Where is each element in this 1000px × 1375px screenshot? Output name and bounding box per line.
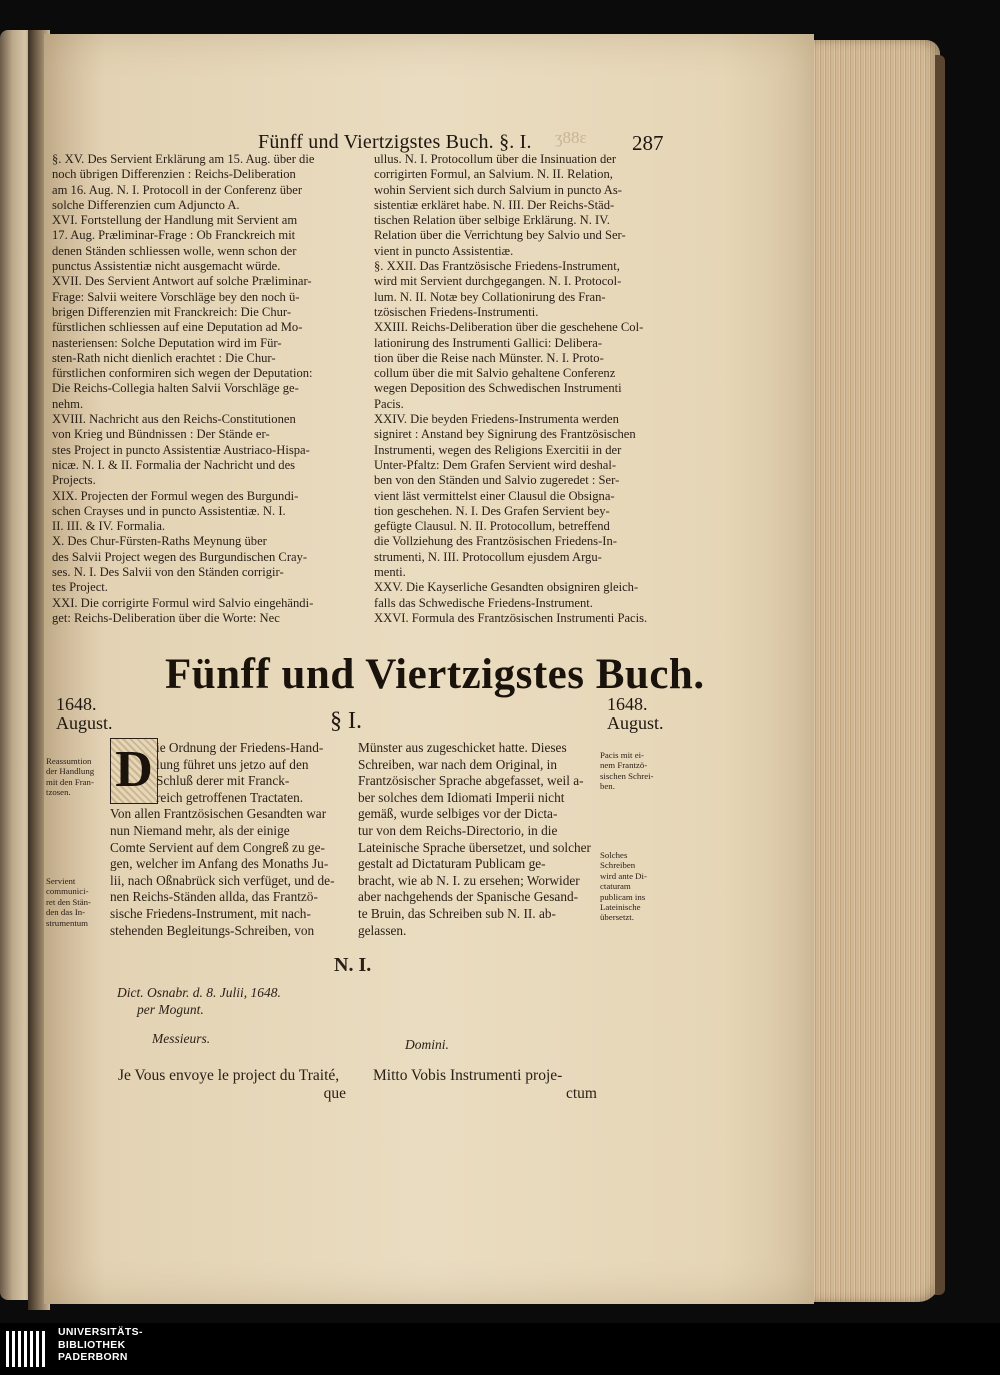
contents-line: X. Des Chur-Fürsten-Raths Meynung über [52, 534, 267, 549]
body-line: Schreiben, war nach dem Original, in [358, 756, 558, 772]
bleed-through-text: ʒ88ɛ [555, 128, 587, 147]
contents-line: XVI. Fortstellung der Handlung mit Servient am [52, 213, 298, 228]
contents-line: ullus. N. I. Protocollum über die Insinuation der [374, 152, 617, 166]
margin-note-line: Pacis mit ei- [600, 750, 644, 760]
margin-note-right-2 [600, 850, 647, 923]
drop-cap: D [110, 738, 158, 804]
body-line: reich getroffenen Tractaten. [156, 789, 304, 805]
body-column-1 [110, 740, 356, 939]
month-left-text: August. [56, 713, 113, 733]
margin-note-line: Schreiben [600, 860, 636, 871]
margin-note-line: communici- [46, 886, 89, 897]
letter-text-latin-line-1: Mitto Vobis Instrumenti proje- [373, 1067, 563, 1084]
margin-note-line: ret den Stän- [46, 896, 91, 907]
margin-note-line: ctaturam [600, 881, 631, 892]
contents-line: tion über die Reise nach Münster. N. I. Proto- [374, 350, 604, 365]
contents-right-column [374, 152, 674, 626]
contents-line: XXV. Die Kayserliche Gesandten obsigniren gleich- [374, 580, 639, 595]
contents-line: sistentiæ erkläret habe. N. III. Der Reichs-Städ- [374, 197, 615, 212]
contents-line: Instrumenti, wegen des Religions Exercitii in der [374, 442, 622, 457]
library-footer [0, 1323, 1000, 1375]
contents-line: tischen Relation über selbige Erklärung. N. IV. [374, 213, 610, 228]
body-line: sische Friedens-Instrument, mit nach- [110, 905, 311, 921]
contents-line: brigen Differenzien mit Franckreich: Die Chur- [52, 304, 292, 319]
contents-line: §. XV. Des Servient Erklärung am 15. Aug. über die [52, 152, 315, 166]
margin-note-line: wird ante Di- [600, 870, 647, 881]
body-line: gestalt ad Dictaturam Publicam ge- [358, 856, 546, 872]
contents-line: des Salvii Project wegen des Burgundischen Cray- [52, 549, 308, 564]
contents-line: XXIV. Die beyden Friedens-Instrumenta werden [374, 412, 619, 427]
contents-line: lum. N. II. Notæ bey Collationirung des Fran- [374, 289, 606, 304]
year-right-text: 1648. [607, 694, 648, 714]
body-line: te Bruin, das Schreiben sub N. II. ab- [358, 905, 556, 921]
body-line: Von allen Frantzösischen Gesandten war [110, 806, 327, 822]
contents-line: get: Reichs-Deliberation über die Worte: Nec [52, 610, 280, 625]
margin-note-line: Servient [46, 876, 76, 886]
margin-note-line: strumentum [46, 917, 89, 928]
contents-line: tes Project. [52, 580, 108, 595]
contents-line: corrigirten Formul, an Salvium. N. II. Relation, [374, 167, 613, 182]
margin-note-line: ben. [600, 781, 615, 792]
running-head: Fünff und Viertzigstes Buch. §. I. [258, 131, 532, 153]
contents-line: nasteriensen: Solche Deputation wird im Für- [52, 335, 282, 350]
page-edges [800, 40, 940, 1302]
dateline-line-2: per Mogunt. [137, 1002, 204, 1017]
body-line: Frantzösischer Sprache abgefasset, weil a- [358, 773, 584, 789]
contents-line: schen Crayses und in puncto Assistentiæ. N. I. [52, 503, 286, 518]
body-column-2 [358, 740, 598, 939]
contents-line: punctus Assistentiæ nicht ausgemacht würde. [52, 259, 281, 274]
body-line: Comte Servient auf dem Congreß zu ge- [110, 839, 325, 855]
margin-note-left-2 [46, 876, 91, 928]
salutation-latin: Domini. [405, 1037, 449, 1052]
contents-line: fürstlichen schliessen auf eine Deputation ad Mo- [52, 320, 303, 335]
contents-line: die Vollziehung des Frantzösischen Friedens-In- [374, 534, 617, 549]
salutation-french: Messieurs. [152, 1031, 211, 1046]
contents-line: vient läst vermittelst einer Clausul die Obsigna- [374, 488, 615, 503]
letter-text-french [118, 1067, 346, 1103]
library-name-line-1: UNIVERSITÄTS- [58, 1327, 143, 1338]
contents-line: fürstlichen conformiren sich wegen der Deputation: [52, 366, 313, 381]
contents-line: XXI. Die corrigirte Formul wird Salvio eingehändi- [52, 595, 314, 610]
contents-line: XIX. Projecten der Formul wegen des Burgundi- [52, 488, 299, 503]
letter-text-latin [373, 1067, 597, 1103]
margin-note-line: Lateinische [600, 902, 641, 913]
contents-line: ses. N. I. Des Salvii von den Ständen corrigir- [52, 565, 284, 580]
contents-line: stes Project in puncto Assistentiæ Austriaco-Hispa- [52, 442, 310, 457]
library-name [58, 1327, 143, 1365]
contents-line: denen Ständen schliessen wolle, wenn schon der [52, 243, 297, 258]
contents-line: am 16. Aug. N. I. Protocoll in der Conferenz über [52, 182, 303, 197]
body-line: bracht, wie ab N. I. zu ersehen; Worwider [358, 872, 580, 888]
month-right-text: August. [607, 713, 664, 733]
library-name-line-2: BIBLIOTHEK [58, 1339, 126, 1351]
body-line: Schluß derer mit Franck- [156, 773, 290, 789]
margin-note-line: sischen Schrei- [600, 770, 654, 781]
body-line: gen, welcher im Anfang des Monaths Ju- [110, 856, 329, 872]
margin-note-line: publicam ins [600, 891, 646, 902]
body-line: lung führet uns jetzo auf den [156, 756, 309, 772]
contents-left-column [52, 152, 352, 626]
document-number: N. I. [334, 954, 372, 976]
contents-line: Die Reichs-Collegia halten Salvii Vorschläge ge- [52, 381, 299, 396]
body-line: Münster aus zugeschicket hatte. Dieses [358, 740, 567, 755]
margin-note-right-1 [600, 750, 654, 792]
contents-line: ben von den Ständen und Salvio zugeredet : Ser- [374, 473, 620, 488]
contents-line: wohin Servient sich durch Salvium in puncto As- [374, 182, 623, 197]
body-line: nen Reichs-Ständen allda, das Frantzö- [110, 889, 318, 905]
body-line: ie Ordnung der Friedens-Hand- [156, 740, 324, 755]
dateline-line-1: Dict. Osnabr. d. 8. Julii, 1648. [117, 985, 281, 1000]
contents-line: sten-Rath nicht dienlich erachtet : Die Chur- [52, 350, 276, 365]
contents-line: von Krieg und Bündnissen : Der Stände er- [52, 427, 270, 442]
margin-note-line: mit den Fran- [46, 776, 94, 787]
contents-line: XXIII. Reichs-Deliberation über die geschehene Col- [374, 320, 644, 335]
contents-line: signiret : Anstand bey Signirung des Frantzösischen [374, 427, 636, 442]
margin-note-line: nem Frantzö- [600, 760, 648, 771]
contents-line: menti. [374, 565, 406, 580]
year-left [56, 695, 113, 733]
contents-line: Projects. [52, 473, 96, 488]
contents-line: nicæ. N. I. & II. Formalia der Nachricht und des [52, 457, 296, 472]
body-line: lii, nach Oßnabrück sich verfüget, und de- [110, 872, 335, 888]
contents-line: collum über die mit Salvio gehaltene Conferenz [374, 366, 616, 381]
contents-line: vient in puncto Assistentiæ. [374, 243, 514, 258]
letter-text-french-line-1: Je Vous envoye le project du Traité, [118, 1067, 340, 1084]
contents-line: Unter-Pfaltz: Dem Grafen Servient wird deshal- [374, 457, 617, 472]
year-right [607, 695, 664, 733]
body-line: tur von dem Reichs-Directorio, in die [358, 822, 558, 838]
contents-line: falls das Schwedische Friedens-Instrument. [374, 595, 593, 610]
contents-line: Pacis. [374, 396, 404, 411]
contents-line: II. III. & IV. Formalia. [52, 519, 166, 534]
margin-note-left-1 [46, 756, 94, 798]
body-line: aber nachgehends der Spanische Gesand- [358, 889, 579, 905]
contents-line: XXVI. Formula des Frantzösischen Instrumenti Pacis. [374, 610, 648, 625]
dateline [117, 984, 281, 1018]
margin-note-line: tzosen. [46, 787, 71, 798]
contents-line: §. XXII. Das Frantzösische Friedens-Instrument, [374, 259, 620, 274]
contents-line: noch übrigen Differenzien : Reichs-Deliberation [52, 167, 296, 182]
contents-line: tzösischen Friedens-Instrumenti. [374, 304, 539, 319]
contents-line: solche Differenzien cum Adjuncto A. [52, 197, 240, 212]
contents-line: lationirung des Instrumenti Gallici: Delibera- [374, 335, 603, 350]
margin-note-line: den das In- [46, 907, 86, 918]
book-cover-edge [935, 55, 945, 1295]
contents-line: Relation über die Verrichtung bey Salvio und Ser- [374, 228, 626, 243]
body-line: nun Niemand mehr, als der einige [110, 822, 290, 838]
margin-note-line: übersetzt. [600, 912, 634, 923]
body-line: gemäß, wurde selbiges vor der Dicta- [358, 806, 558, 822]
library-logo-icon [6, 1328, 50, 1370]
book-title: Fünff und Viertzigstes Buch. [165, 651, 705, 698]
section-title: § I. [330, 708, 362, 734]
body-line: ber solches dem Idiomati Imperii nicht [358, 789, 565, 805]
body-line: stehenden Begleitungs-Schreiben, von [110, 922, 315, 938]
year-left-text: 1648. [56, 694, 97, 714]
contents-line: XVII. Des Servient Antwort auf solche Præliminar- [52, 274, 312, 289]
library-name-line-3: PADERBORN [58, 1352, 128, 1364]
body-line: Lateinische Sprache übersetzet, und solcher [358, 839, 591, 855]
page-number: 287 [632, 131, 664, 155]
contents-line: nehm. [52, 396, 84, 411]
margin-note-line: Reassumtion [46, 756, 92, 766]
contents-line: 17. Aug. Præliminar-Frage : Ob Franckreich mit [52, 228, 296, 243]
contents-line: wird mit Servient durchgegangen. N. I. Protocol- [374, 274, 622, 289]
letter-text-french-line-2: que [323, 1085, 346, 1102]
contents-line: tion geschehen. N. I. Des Grafen Servient bey- [374, 503, 610, 518]
margin-note-line: Solches [600, 850, 628, 860]
letter-text-latin-line-2: ctum [566, 1085, 597, 1102]
contents-line: XVIII. Nachricht aus den Reichs-Constitutionen [52, 412, 296, 427]
margin-note-line: der Handlung [46, 766, 95, 777]
contents-line: strumenti, N. III. Protocollum ejusdem Argu- [374, 549, 602, 564]
body-line: gelassen. [358, 922, 407, 938]
contents-line: wegen Deposition des Schwedischen Instrumenti [374, 381, 622, 396]
contents-line: Frage: Salvii weitere Vorschläge bey den noch ü- [52, 289, 300, 304]
contents-line: gefügte Clausul. N. II. Protocollum, betreffend [374, 519, 610, 534]
